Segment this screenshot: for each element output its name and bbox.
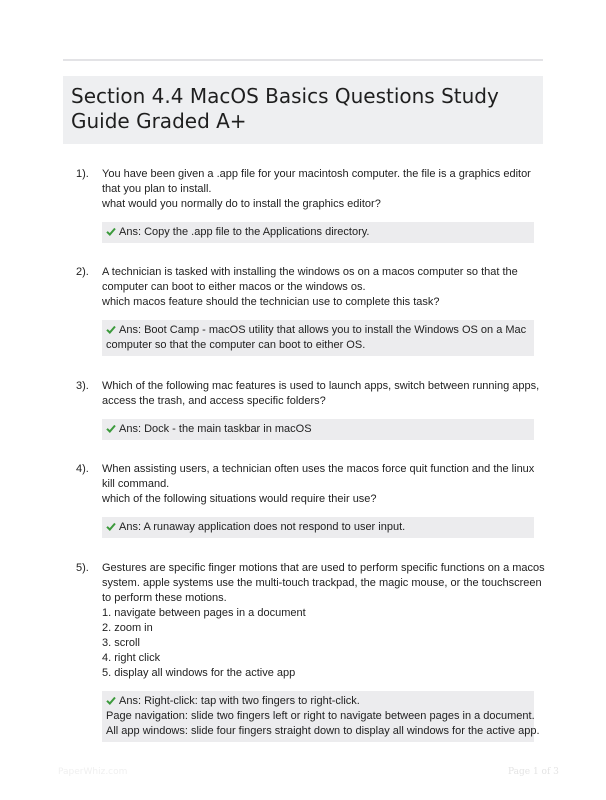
page-number: Page 1 of 3	[508, 767, 559, 777]
answer-line: computer so that the computer can boot to either OS.	[106, 339, 366, 351]
question-line: 2. zoom in	[102, 622, 153, 634]
question-number: 2).	[76, 266, 89, 278]
question-line: 5. display all windows for the active app	[102, 667, 296, 679]
answer-line: All app windows: slide four fingers straight down to display all windows for the active app.	[106, 725, 540, 737]
question-text	[102, 167, 532, 212]
answer-line: Page navigation: slide two fingers left or right to navigate between pages in a document.	[106, 710, 535, 722]
question-line: A technician is tasked with installing the windows os on a macos computer so that the	[102, 266, 518, 278]
answer-box	[102, 691, 540, 742]
answer-text: Ans: Copy the .app file to the Applications directory.	[119, 226, 370, 238]
answer-line	[106, 520, 530, 535]
question-line: kill command.	[102, 478, 170, 490]
question-line: 3. scroll	[102, 637, 140, 649]
question-number: 3).	[76, 380, 89, 392]
question-line: what would you normally do to install the graphics editor?	[102, 198, 381, 210]
answer-line	[106, 225, 530, 240]
question-line: Gestures are specific finger motions that are used to perform specific functions on a macos	[102, 562, 545, 574]
answer-box	[102, 320, 534, 356]
question-text	[102, 561, 545, 681]
check-icon	[106, 325, 116, 334]
answer-text: Ans: Boot Camp - macOS utility that allows you to install the Windows OS on a Mac	[119, 324, 527, 336]
answer-text: Ans: Right-click: tap with two fingers to right-click.	[119, 695, 360, 707]
check-icon	[106, 522, 116, 531]
question-line: that you plan to install.	[102, 183, 212, 195]
answer-line	[106, 694, 530, 709]
question-line: 1. navigate between pages in a document	[102, 607, 306, 619]
question-line: Which of the following mac features is used to launch apps, switch between running apps,	[102, 380, 540, 392]
question-text	[102, 462, 535, 507]
title-line: Guide Graded A+	[71, 109, 247, 133]
question-line: to perform these motions.	[102, 592, 227, 604]
question-line: which of the following situations would require their use?	[102, 493, 377, 505]
question-line: computer can boot to either macos or the windows os.	[102, 281, 366, 293]
question-line: system. apple systems use the multi-touch trackpad, the magic mouse, or the touchscreen	[102, 577, 542, 589]
answer-text: Ans: Dock - the main taskbar in macOS	[119, 423, 312, 435]
answer-line	[106, 323, 530, 338]
question-text	[102, 379, 540, 409]
answer-text: Ans: A runaway application does not respond to user input.	[119, 521, 406, 533]
question-line: access the trash, and access specific folders?	[102, 395, 326, 407]
title-line: Section 4.4 MacOS Basics Questions Study	[71, 84, 499, 108]
answer-box	[102, 222, 534, 243]
answer-line	[106, 422, 530, 437]
document-title	[71, 84, 535, 134]
check-icon	[106, 227, 116, 236]
answer-box	[102, 517, 534, 538]
title-banner	[63, 76, 543, 144]
check-icon	[106, 424, 116, 433]
question-line: which macos feature should the technician use to complete this task?	[102, 296, 440, 308]
header-divider	[63, 59, 543, 61]
question-line: When assisting users, a technician often uses the macos force quit function and the linux	[102, 463, 535, 475]
question-number: 4).	[76, 463, 89, 475]
question-text	[102, 265, 532, 310]
answer-box	[102, 419, 534, 440]
question-number: 1).	[76, 168, 89, 180]
question-line: 4. right click	[102, 652, 161, 664]
question-number: 5).	[76, 562, 89, 574]
footer-watermark: PaperWhiz.com	[58, 767, 128, 777]
question-line: You have been given a .app file for your macintosh computer. the file is a graphics editor	[102, 168, 531, 180]
check-icon	[106, 696, 116, 705]
